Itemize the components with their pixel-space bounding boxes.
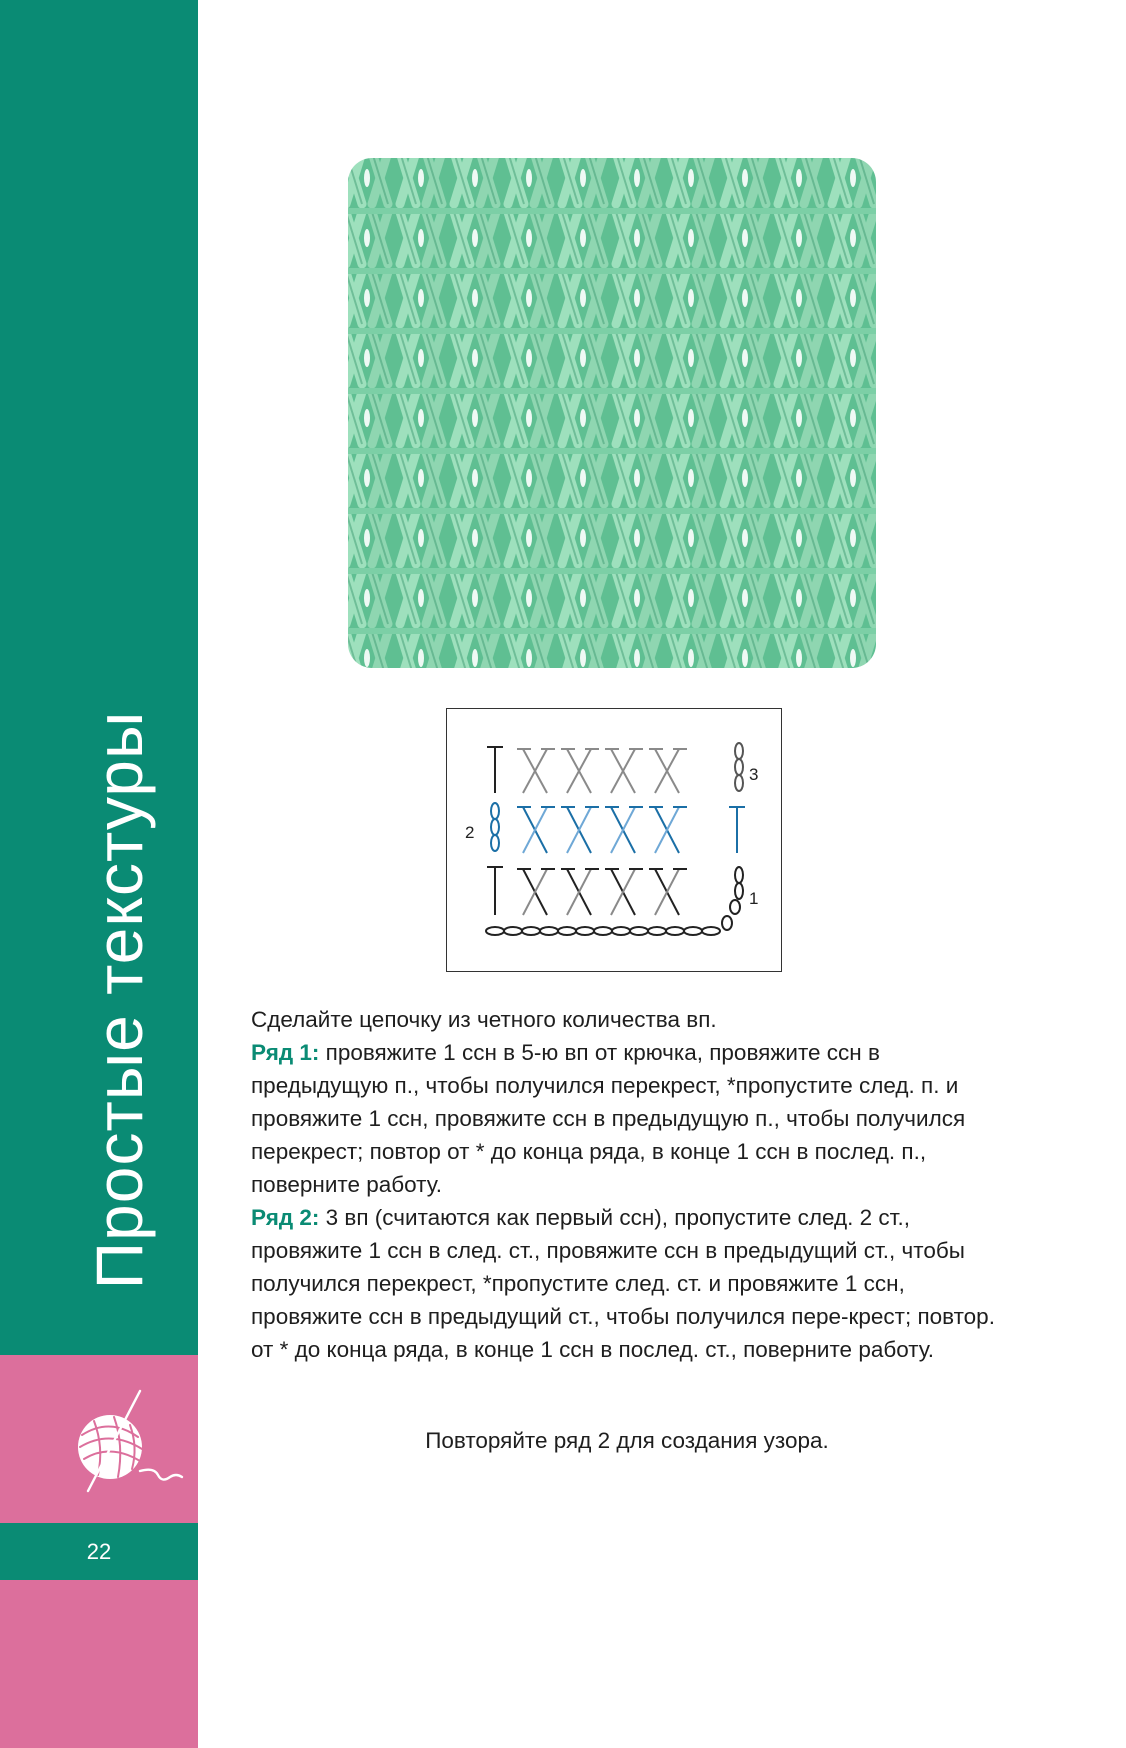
- intro-text: Сделайте цепочку из четного количества вп.: [251, 1007, 717, 1032]
- sidebar-pink-bottom-band: [0, 1580, 198, 1748]
- yarn-ball-icon: [58, 1387, 188, 1497]
- chart-row-label-3: 3: [749, 765, 759, 784]
- instructions: [251, 1003, 1003, 1366]
- chart-row-label-2: 2: [465, 823, 475, 842]
- row-2-label: Ряд 2:: [251, 1205, 320, 1230]
- chart-row-3: [487, 743, 743, 793]
- chart-row-1: [486, 867, 743, 935]
- chart-row-label-1: 1: [749, 889, 759, 908]
- row-2-instruction: [251, 1201, 1003, 1366]
- page-number: 22: [86, 1539, 112, 1564]
- crochet-chart-drawing: [447, 709, 783, 973]
- repeat-note: Повторяйте ряд 2 для создания узора.: [425, 1428, 829, 1453]
- row-1-text: провяжите 1 ссн в 5-ю вп от крючка, провяжите ссн в предыдущую п., чтобы получился перекрест, *пропустите след. п. и провяжите 1 ссн, провяжите ссн в предыдущую п., чтобы получился перекрест; повтор от * до конца ряда, в конце 1 ссн в послед. п., поверните работу.: [251, 1040, 966, 1197]
- row-1-instruction: [251, 1036, 1003, 1201]
- row-1-label: Ряд 1:: [251, 1040, 320, 1065]
- crochet-chart: [446, 708, 782, 972]
- chart-row-2: [491, 803, 745, 853]
- sidebar: [0, 0, 198, 1748]
- crochet-swatch-photo: [340, 148, 886, 680]
- row-2-text: 3 вп (считаются как первый ссн), пропустите след. 2 ст., провяжите 1 ссн в след. ст., провяжите ссн в предыдущий ст., чтобы получился перекрест, *пропустите след. ст. и провяжите 1 ссн, провяжите ссн в предыдущий ст., чтобы получился пере-крест; повтор. от * до конца ряда, в конце 1 ссн в послед. ст., поверните работу.: [251, 1205, 995, 1362]
- chapter-title: Простые текстуры: [82, 710, 156, 1290]
